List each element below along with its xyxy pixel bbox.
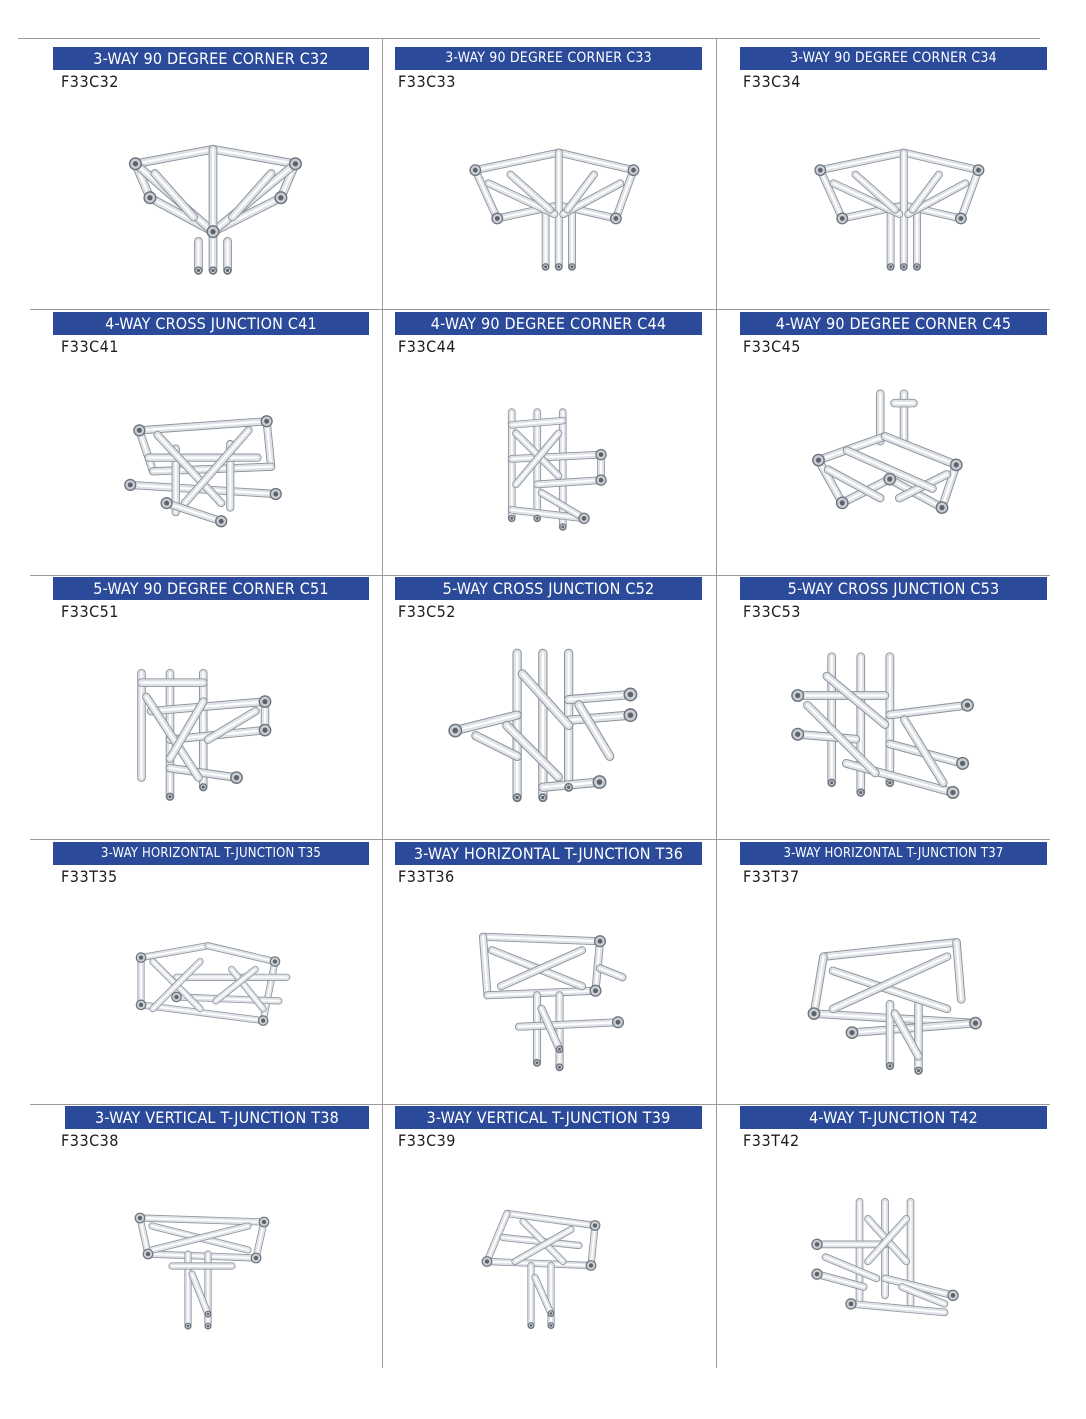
product-title: 3-WAY HORIZONTAL T-JUNCTION T35: [53, 842, 369, 865]
product-title: 3-WAY HORIZONTAL T-JUNCTION T37: [740, 842, 1047, 865]
product-code: F33C44: [398, 337, 456, 356]
truss-tee-image: [795, 907, 985, 1087]
product-card[interactable]: [395, 47, 705, 297]
product-card[interactable]: [740, 312, 1050, 567]
product-code: F33C32: [61, 72, 119, 91]
product-card[interactable]: [53, 577, 373, 832]
product-card[interactable]: [395, 577, 705, 832]
product-title: 4-WAY 90 DEGREE CORNER C45: [740, 312, 1047, 335]
product-title: 3-WAY 90 DEGREE CORNER C33: [395, 47, 702, 70]
product-card[interactable]: [740, 577, 1050, 832]
truss-vertical-tee-image: [128, 1188, 288, 1348]
product-title: 5-WAY CROSS JUNCTION C52: [395, 577, 702, 600]
product-code: F33C45: [743, 337, 801, 356]
truss-tee-image: [800, 1186, 970, 1341]
product-title: 3-WAY 90 DEGREE CORNER C32: [53, 47, 369, 70]
product-title: 3-WAY HORIZONTAL T-JUNCTION T36: [395, 842, 702, 865]
product-card[interactable]: [740, 1106, 1050, 1361]
truss-tee-image: [465, 910, 645, 1085]
product-card[interactable]: [395, 312, 705, 567]
product-title: 3-WAY VERTICAL T-JUNCTION T38: [65, 1106, 369, 1129]
product-title: 5-WAY CROSS JUNCTION C53: [740, 577, 1047, 600]
product-code: F33C52: [398, 602, 456, 621]
product-title: 4-WAY 90 DEGREE CORNER C44: [395, 312, 702, 335]
product-code: F33C39: [398, 1131, 456, 1150]
product-card[interactable]: [740, 842, 1050, 1097]
product-card[interactable]: [53, 47, 373, 297]
product-code: F33C53: [743, 602, 801, 621]
product-code: F33T37: [743, 867, 800, 886]
product-title: 4-WAY T-JUNCTION T42: [740, 1106, 1047, 1129]
truss-corner-image: [790, 380, 980, 545]
product-title: 4-WAY CROSS JUNCTION C41: [53, 312, 369, 335]
truss-tee-image: [93, 930, 323, 1060]
product-code: F33C51: [61, 602, 119, 621]
product-title: 3-WAY 90 DEGREE CORNER C34: [740, 47, 1047, 70]
truss-corner-image: [435, 135, 665, 280]
product-code: F33T35: [61, 867, 118, 886]
product-code: F33T42: [743, 1131, 800, 1150]
product-card[interactable]: [53, 312, 373, 567]
truss-corner-image: [780, 135, 1010, 280]
truss-cross-image: [785, 647, 985, 807]
truss-corner-image: [465, 382, 635, 557]
product-code: F33T36: [398, 867, 455, 886]
product-card[interactable]: [53, 1106, 373, 1361]
product-code: F33C38: [61, 1131, 119, 1150]
product-code: F33C33: [398, 72, 456, 91]
product-title: 3-WAY VERTICAL T-JUNCTION T39: [395, 1106, 702, 1129]
truss-cross-image: [443, 643, 653, 813]
product-code: F33C34: [743, 72, 801, 91]
product-card[interactable]: [53, 842, 373, 1097]
product-title: 5-WAY 90 DEGREE CORNER C51: [53, 577, 369, 600]
truss-cross-image: [103, 394, 303, 544]
product-code: F33C41: [61, 337, 119, 356]
truss-vertical-tee-image: [475, 1176, 635, 1351]
product-card[interactable]: [395, 1106, 705, 1361]
truss-corner-image: [103, 125, 323, 285]
product-card[interactable]: [395, 842, 705, 1097]
product-card[interactable]: [740, 47, 1050, 297]
truss-corner-image: [113, 645, 303, 820]
